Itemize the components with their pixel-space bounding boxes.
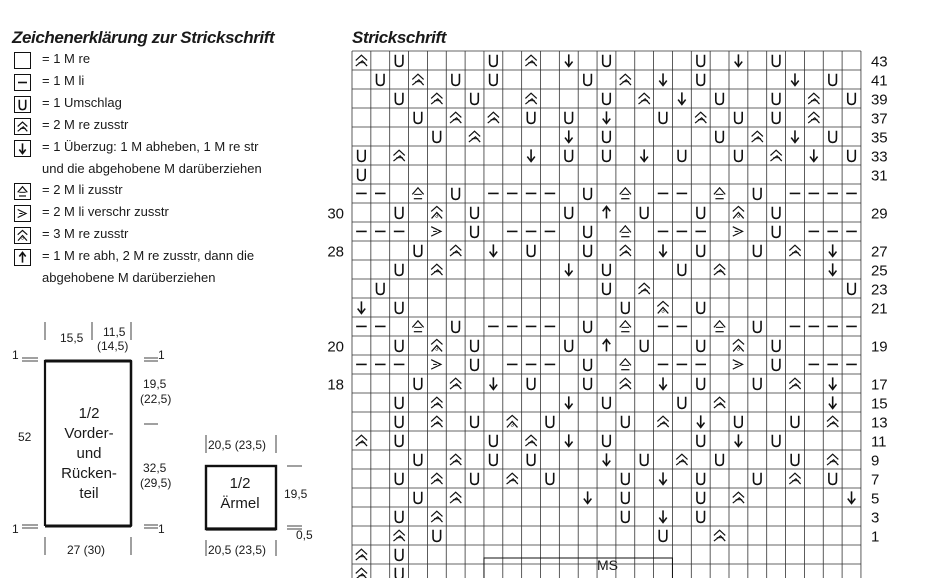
chart-stitch-symbol: [584, 226, 592, 238]
chart-stitch-symbol: [395, 302, 403, 314]
row-number-left: 30: [327, 205, 344, 223]
measure-left-bottom: 1: [12, 522, 19, 536]
row-number-right: 43: [870, 53, 888, 71]
chart-stitch-symbol: [414, 245, 422, 257]
chart-stitch-symbol: [393, 530, 404, 541]
chart-stitch-symbol: [358, 150, 366, 162]
chart-stitch-symbol: [431, 511, 442, 522]
chart-stitch-symbol: [395, 511, 403, 523]
chart-stitch-symbol: [848, 93, 856, 105]
chart-stitch-symbol: [584, 188, 592, 200]
chart-stitch-symbol: [471, 207, 479, 219]
chart-stitch-symbol: [659, 112, 667, 124]
chart-stitch-symbol: [450, 245, 461, 256]
measure-left-height: 52: [18, 430, 32, 444]
chart-stitch-symbol: [356, 568, 367, 578]
chart-stitch-symbol: [395, 340, 403, 352]
chart-stitch-symbol: [657, 416, 668, 427]
row-number-left: 20: [327, 338, 344, 356]
chart-stitch-symbol: [469, 131, 480, 142]
chart-stitch-symbol: [659, 244, 667, 256]
chart-stitch-symbol: [640, 207, 648, 219]
chart-stitch-symbol: [565, 54, 573, 66]
chart-stitch-symbol: [490, 454, 498, 466]
chart-stitch-symbol: [810, 149, 818, 161]
chart-stitch-symbol: [789, 473, 800, 484]
chart-stitch-symbol: [490, 74, 498, 86]
chart-stitch-symbol: [791, 130, 799, 142]
row-number-right: 9: [870, 452, 880, 470]
sleeve-measure-bottom: 20,5 (23,5): [208, 543, 267, 557]
chart-stitch-symbol: [395, 207, 403, 219]
legend-text: = 1 M re: [42, 51, 91, 66]
chart-stitch-symbol: [452, 321, 460, 333]
chart-stitch-symbol: [639, 93, 650, 104]
chart-stitch-symbol: [546, 416, 554, 428]
chart-stitch-symbol: [412, 321, 423, 332]
chart-stitch-symbol: [772, 226, 780, 238]
chart-stitch-symbol: [565, 112, 573, 124]
chart-stitch-symbol: [603, 264, 611, 276]
chart-stitch-symbol: [640, 454, 648, 466]
chart-stitch-symbol: [584, 245, 592, 257]
chart-stitch-symbol: [716, 93, 724, 105]
chart-stitch-symbol: [431, 227, 441, 236]
chart-stitch-symbol: [565, 130, 573, 142]
chart-stitch-symbol: [395, 568, 403, 578]
chart-stitch-symbol: [659, 510, 667, 522]
measure-right-arm-a: 19,5: [143, 377, 167, 391]
chart-stitch-symbol: [490, 244, 498, 256]
chart-stitch-symbol: [697, 74, 705, 86]
sleeve-measure-hem: 0,5: [296, 528, 313, 542]
chart-stitch-symbol: [471, 359, 479, 371]
chart-stitch-symbol: [433, 530, 441, 542]
chart-stitch-symbol: [603, 453, 611, 465]
row-number-right: 33: [870, 148, 888, 166]
legend-title: Zeichenerklärung zur Strickschrift: [12, 28, 275, 47]
chart-stitch-symbol: [848, 283, 856, 295]
row-number-right: 1: [870, 528, 880, 546]
measure-top-right-a: 11,5: [103, 325, 126, 339]
chart-stitch-symbol: [450, 378, 461, 389]
chart-stitch-symbol: [829, 263, 837, 275]
chart-stitch-symbol: [622, 511, 630, 523]
sleeve-label-line: Ärmel: [220, 495, 260, 512]
chart-stitch-symbol: [565, 263, 573, 275]
chart-stitch-symbol: [714, 397, 725, 408]
chart-stitch-symbol: [584, 359, 592, 371]
chart-stitch-symbol: [603, 111, 611, 123]
chart-stitch-symbol: [829, 131, 837, 143]
chart-stitch-symbol: [735, 112, 743, 124]
chart-stitch-symbol: [697, 492, 705, 504]
chart-stitch-symbol: [791, 454, 799, 466]
row-number-right: 11: [870, 433, 887, 451]
svg-text:3: 3: [20, 235, 25, 242]
chart-stitch-symbol: [490, 435, 498, 447]
chart-stitch-symbol: [622, 416, 630, 428]
legend-text: = 3 M re zusstr: [42, 226, 129, 241]
chart-stitch-symbol: [412, 74, 423, 85]
chart-stitch-symbol: [414, 112, 422, 124]
chart-stitch-symbol: [714, 321, 725, 332]
chart-stitch-symbol: [697, 511, 705, 523]
svg-text:3: 3: [435, 212, 439, 220]
chart-stitch-symbol: [829, 244, 837, 256]
chart-stitch-symbol: [848, 491, 856, 503]
chart-stitch-symbol: [714, 530, 725, 541]
chart-stitch-symbol: [827, 454, 838, 465]
chart-stitch-symbol: [395, 473, 403, 485]
chart-stitch-symbol: [450, 112, 461, 123]
chart-stitch-symbol: [393, 150, 404, 161]
chart-stitch-symbol: [714, 188, 725, 199]
chart-stitch-symbol: [433, 131, 441, 143]
chart-stitch-symbol: [395, 264, 403, 276]
measure-bottom-width: 27 (30): [67, 543, 106, 557]
chart-stitch-symbol: [657, 301, 668, 314]
row-number-left: 28: [327, 243, 344, 261]
chart-stitch-symbol: [735, 416, 743, 428]
chart-stitch-symbol: [772, 435, 780, 447]
chart-stitch-symbol: [431, 360, 441, 369]
svg-text:3: 3: [736, 345, 741, 353]
row-number-right: 13: [870, 414, 888, 432]
body-label-line: 1/2: [78, 405, 100, 422]
chart-stitch-symbol: [603, 435, 611, 447]
chart-stitch-symbol: [395, 416, 403, 428]
row-number-right: 19: [870, 338, 888, 356]
chart-stitch-symbol: [395, 397, 403, 409]
chart-stitch-symbol: [752, 131, 763, 142]
row-number-right: 3: [870, 509, 880, 527]
chart-stitch-symbol: [639, 283, 650, 294]
chart-stitch-symbol: [676, 454, 687, 465]
row-number-right: 35: [870, 129, 888, 147]
chart-stitch-symbol: [622, 492, 630, 504]
ms-label: MS: [597, 557, 618, 573]
chart-stitch-symbol: [620, 188, 631, 199]
chart-stitch-symbol: [471, 93, 479, 105]
chart-stitch-symbol: [356, 55, 367, 66]
chart-stitch-symbol: [772, 93, 780, 105]
chart-stitch-symbol: [603, 131, 611, 143]
chart-stitch-symbol: [603, 150, 611, 162]
chart-stitch-symbol: [829, 377, 837, 389]
chart-stitch-symbol: [603, 93, 611, 105]
chart-stitch-symbol: [770, 150, 781, 161]
chart-stitch-symbol: [565, 207, 573, 219]
chart-stitch-symbol: [829, 473, 837, 485]
legend-text: = 2 M li zusstr: [42, 182, 123, 197]
chart-stitch-symbol: [507, 473, 518, 484]
chart-stitch-symbol: [584, 378, 592, 390]
row-number-right: 5: [870, 490, 880, 508]
body-label-line: Rücken-: [61, 465, 117, 482]
chart-stitch-symbol: [395, 55, 403, 67]
measure-top-left: 15,5: [60, 331, 84, 345]
chart-stitch-symbol: [431, 264, 442, 275]
chart-stitch-symbol: [659, 472, 667, 484]
body-label-line: und: [76, 445, 102, 462]
chart-stitch-symbol: [697, 473, 705, 485]
chart-stitch-symbol: [772, 359, 780, 371]
chart-stitch-symbol: [358, 169, 366, 181]
chart-stitch-symbol: [450, 454, 461, 465]
measure-right-side-b: (29,5): [140, 476, 172, 490]
chart-stitch-symbol: [490, 377, 498, 389]
chart-stitch-symbol: [716, 454, 724, 466]
chart-stitch-symbol: [733, 360, 743, 369]
chart-stitch-symbol: [565, 340, 573, 352]
chart-stitch-symbol: [620, 74, 631, 85]
legend-text: = 1 Umschlag: [42, 95, 122, 110]
chart-stitch-symbol: [527, 112, 535, 124]
chart-stitch-symbol: [659, 73, 667, 85]
chart-stitch-symbol: [733, 206, 744, 219]
chart-stitch-symbol: [377, 283, 385, 295]
chart-stitch-symbol: [697, 378, 705, 390]
legend-text: = 1 M re abh, 2 M re zusstr, dann die: [42, 248, 255, 263]
row-number-right: 37: [870, 110, 888, 128]
row-number-right: 27: [870, 243, 888, 261]
legend-text: = 1 Überzug: 1 M abheben, 1 M re str: [42, 139, 259, 154]
chart-stitch-symbol: [395, 435, 403, 447]
sleeve-measure-height: 19,5: [284, 487, 308, 501]
chart-stitch-symbol: [659, 377, 667, 389]
chart-stitch-symbol: [356, 435, 367, 446]
measure-right-side-a: 32,5: [143, 461, 167, 475]
chart-stitch-symbol: [507, 415, 518, 428]
chart-stitch-symbol: [733, 339, 744, 352]
chart-stitch-symbol: [431, 397, 442, 408]
chart-stitch-symbol: [452, 188, 460, 200]
row-number-right: 25: [870, 262, 888, 280]
row-number-right: 41: [870, 72, 888, 90]
svg-text:3: 3: [661, 307, 665, 315]
chart-stitch-symbol: [754, 188, 762, 200]
chart-stitch-symbol: [622, 302, 630, 314]
chart-stitch-symbol: [772, 207, 780, 219]
chart-stitch-symbol: [659, 530, 667, 542]
legend-text-continued: abgehobene M darüberziehen: [42, 270, 216, 285]
chart-stitch-symbol: [356, 549, 367, 560]
chart-stitch-symbol: [584, 491, 592, 503]
chart-stitch-symbol: [431, 473, 442, 484]
chart-stitch-symbol: [603, 283, 611, 295]
measure-right-arm-b: (22,5): [140, 392, 172, 406]
row-number-right: 39: [870, 91, 888, 109]
chart-stitch-symbol: [754, 321, 762, 333]
chart-stitch-symbol: [620, 359, 631, 370]
chart-stitch-symbol: [584, 74, 592, 86]
chart-stitch-symbol: [431, 206, 442, 219]
chart-stitch-symbol: [640, 340, 648, 352]
row-number-right: 21: [870, 300, 888, 318]
chart-stitch-symbol: [471, 473, 479, 485]
sleeve-measure-top: 20,5 (23,5): [208, 438, 267, 452]
chart-stitch-symbol: [848, 150, 856, 162]
chart-stitch-symbol: [772, 340, 780, 352]
row-number-right: 23: [870, 281, 888, 299]
chart-stitch-symbol: [527, 245, 535, 257]
chart-stitch-symbol: [829, 74, 837, 86]
chart-stitch-symbol: [733, 492, 744, 503]
chart-stitch-symbol: [640, 149, 648, 161]
chart-stitch-symbol: [565, 150, 573, 162]
body-label-line: teil: [79, 485, 99, 502]
row-number-right: 7: [870, 471, 880, 489]
row-number-right: 17: [870, 376, 888, 394]
svg-text:3: 3: [736, 212, 741, 220]
row-number-right: 29: [870, 205, 888, 223]
chart-stitch-symbol: [772, 112, 780, 124]
chart-stitch-symbol: [733, 227, 743, 236]
chart-title: Strickschrift: [352, 28, 447, 47]
chart-stitch-symbol: [808, 112, 819, 123]
chart-stitch-symbol: [697, 435, 705, 447]
chart-stitch-symbol: [697, 415, 705, 427]
chart-stitch-symbol: [450, 492, 461, 503]
chart-cells: [356, 54, 857, 578]
chart-stitch-symbol: [791, 73, 799, 85]
chart-stitch-symbol: [772, 55, 780, 67]
chart-stitch-symbol: [620, 321, 631, 332]
legend-text: = 2 M re zusstr: [42, 117, 129, 132]
sleeve-label-line: 1/2: [229, 475, 251, 492]
chart-stitch-symbol: [584, 321, 592, 333]
body-label-line: Vorder-: [64, 425, 114, 442]
row-number-left: 18: [327, 376, 344, 394]
chart-stitch-symbol: [527, 378, 535, 390]
chart-stitch-symbol: [697, 207, 705, 219]
legend-text: = 1 M li: [42, 73, 85, 88]
chart-stitch-symbol: [678, 92, 686, 104]
chart-stitch-symbol: [620, 245, 631, 256]
chart-stitch-symbol: [622, 473, 630, 485]
chart-stitch-symbol: [358, 301, 366, 313]
chart-stitch-symbol: [678, 264, 686, 276]
measure-left-top: 1: [12, 348, 19, 362]
chart-stitch-symbol: [808, 93, 819, 104]
chart-stitch-symbol: [471, 416, 479, 428]
measure-right-top: 1: [158, 348, 165, 362]
chart-stitch-symbol: [754, 473, 762, 485]
chart-stitch-symbol: [525, 55, 536, 66]
chart-stitch-symbol: [714, 264, 725, 275]
body-panel-label: [54, 404, 124, 504]
chart-stitch-symbol: [754, 245, 762, 257]
chart-stitch-symbol: [697, 245, 705, 257]
chart-stitch-symbol: [565, 434, 573, 446]
chart-stitch-symbol: [678, 397, 686, 409]
chart-stitch-symbol: [527, 149, 535, 161]
chart-stitch-symbol: [603, 397, 611, 409]
chart-stitch-symbol: [829, 396, 837, 408]
chart-stitch-symbol: [488, 112, 499, 123]
chart-stitch-symbol: [697, 340, 705, 352]
chart-stitch-symbol: [414, 378, 422, 390]
measure-right-bottom: 1: [158, 522, 165, 536]
chart-stitch-symbol: [412, 188, 423, 199]
chart-stitch-symbol: [791, 416, 799, 428]
chart-stitch-symbol: [735, 150, 743, 162]
chart-stitch-symbol: [471, 340, 479, 352]
legend-text-continued: und die abgehobene M darüberziehen: [42, 161, 262, 176]
chart-stitch-symbol: [789, 378, 800, 389]
chart-stitch-symbol: [735, 54, 743, 66]
chart-stitch-symbol: [414, 492, 422, 504]
legend-text: = 2 M li verschr zusstr: [42, 204, 169, 219]
chart-stitch-symbol: [695, 112, 706, 123]
svg-text:3: 3: [510, 421, 515, 429]
chart-stitch-symbol: [603, 206, 611, 218]
chart-stitch-symbol: [377, 74, 385, 86]
chart-stitch-symbol: [452, 74, 460, 86]
chart-stitch-symbol: [603, 339, 611, 351]
chart-stitch-symbol: [697, 55, 705, 67]
chart-stitch-symbol: [697, 302, 705, 314]
chart-stitch-symbol: [525, 435, 536, 446]
chart-grid-lines: [352, 51, 861, 578]
svg-text:3: 3: [435, 345, 439, 353]
chart-stitch-symbol: [471, 226, 479, 238]
chart-stitch-symbol: [620, 378, 631, 389]
chart-stitch-symbol: [525, 93, 536, 104]
chart-stitch-symbol: [735, 434, 743, 446]
row-number-right: 31: [870, 167, 888, 185]
chart-stitch-symbol: [827, 416, 838, 427]
chart-stitch-symbol: [414, 454, 422, 466]
chart-stitch-symbol: [395, 93, 403, 105]
chart-stitch-symbol: [716, 131, 724, 143]
chart-stitch-symbol: [431, 339, 442, 352]
chart-stitch-symbol: [565, 396, 573, 408]
measure-top-right-b: (14,5): [97, 339, 129, 353]
chart-stitch-symbol: [527, 454, 535, 466]
chart-stitch-symbol: [431, 93, 442, 104]
chart-stitch-symbol: [678, 150, 686, 162]
sleeve-panel-label: [210, 474, 270, 514]
chart-stitch-symbol: [546, 473, 554, 485]
chart-stitch-symbol: [603, 55, 611, 67]
chart-stitch-symbol: [754, 378, 762, 390]
chart-stitch-symbol: [490, 55, 498, 67]
chart-stitch-symbol: [431, 416, 442, 427]
chart-stitch-symbol: [789, 245, 800, 256]
row-number-right: 15: [870, 395, 888, 413]
chart-stitch-symbol: [395, 549, 403, 561]
chart-stitch-symbol: [620, 226, 631, 237]
